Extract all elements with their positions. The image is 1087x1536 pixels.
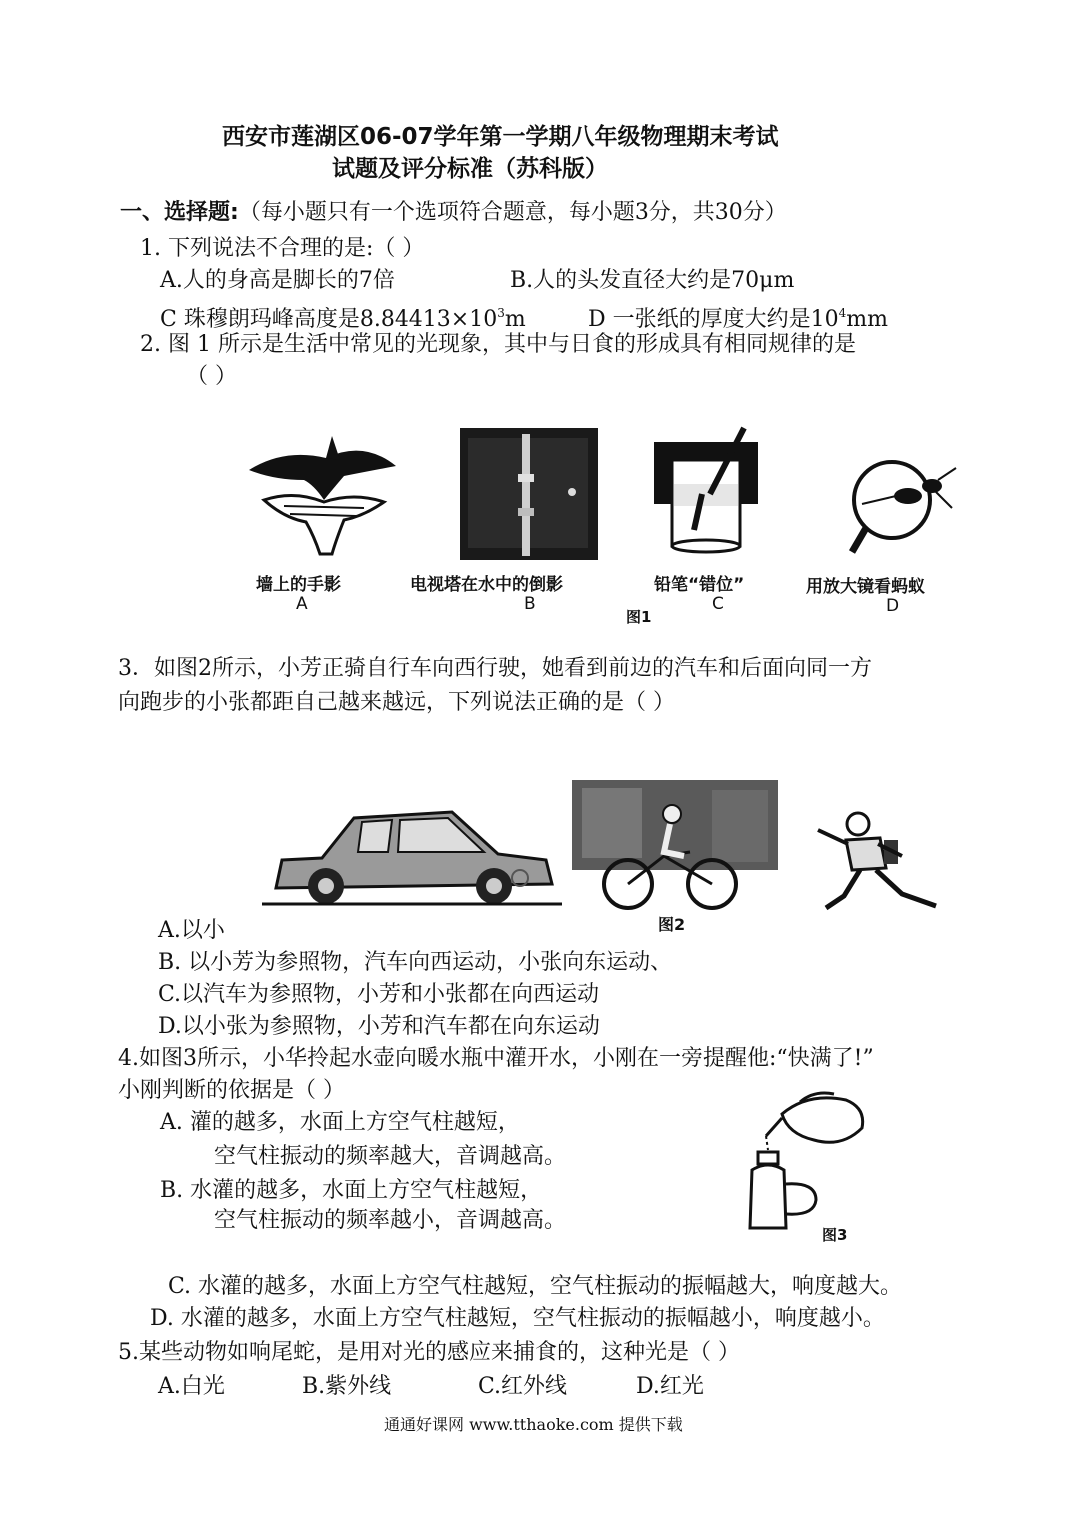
pencil-in-glass-illustration	[654, 424, 758, 554]
q3-option-d: D.以小张为参照物，小芳和汽车都在向东运动	[158, 1014, 600, 1039]
figure1-caption-b: 电视塔在水中的倒影	[410, 575, 563, 595]
q5-option-a: A.白光	[158, 1374, 225, 1399]
figure1-label: 图1	[626, 608, 652, 626]
q1-option-b: B.人的头发直径大约是70μm	[510, 268, 795, 293]
q3-option-b: B. 以小芳为参照物，汽车向西运动，小张向东运动、	[158, 950, 673, 975]
section-heading	[120, 200, 787, 226]
kettle-thermos-illustration	[742, 1088, 872, 1238]
q1-option-d	[588, 300, 888, 333]
q5-option-d: D.红光	[636, 1374, 704, 1399]
runner-illustration	[806, 810, 950, 914]
q1-option-d-base: D 一张纸的厚度大约是10	[588, 307, 839, 332]
q3-stem-line2: 向跑步的小张都距自己越来越远，下列说法正确的是（ ）	[118, 690, 675, 715]
page-title: 西安市莲湖区06-07学年第一学期八年级物理期末考试	[222, 124, 779, 150]
q1-option-c-base: C 珠穆朗玛峰高度是8.84413×10	[160, 307, 498, 332]
figure1-letter-b: B	[524, 594, 536, 614]
q4-stem-line1: 4.如图3所示，小华拎起水壶向暖水瓶中灌开水，小刚在一旁提醒他:“快满了!”	[118, 1046, 874, 1071]
q4-option-b-line1: B. 水灌的越多，水面上方空气柱越短，	[160, 1178, 543, 1203]
figure3-label: 图3	[822, 1226, 848, 1244]
q2-stem: 2. 图 1 所示是生活中常见的光现象，其中与日食的形成具有相同规律的是	[140, 332, 856, 357]
car-illustration	[262, 800, 562, 908]
figure1-caption-a: 墙上的手影	[256, 575, 341, 595]
magnifier-ant-illustration	[848, 456, 966, 560]
q3-stem-line1: 3．如图2所示，小芳正骑自行车向西行驶，她看到前边的汽车和后面向同一方	[118, 656, 872, 681]
figure2-label: 图2	[658, 915, 686, 934]
q2-blank: （ ）	[186, 364, 237, 389]
hand-shadow-illustration	[244, 430, 404, 560]
page-footer: 通通好课网 www.tthaoke.com 提供下载	[384, 1415, 683, 1434]
cyclist-illustration	[572, 780, 778, 912]
q5-option-b: B.紫外线	[302, 1374, 392, 1399]
q1-option-c	[160, 300, 526, 333]
tv-tower-reflection-illustration	[460, 428, 598, 560]
q3-option-c: C.以汽车为参照物，小芳和小张都在向西运动	[158, 982, 600, 1007]
q5-option-c: C.红外线	[478, 1374, 568, 1399]
q1-stem: 1. 下列说法不合理的是:（ ）	[140, 236, 425, 261]
q4-option-c: C. 水灌的越多，水面上方空气柱越短，空气柱振动的振幅越大，响度越大。	[168, 1274, 903, 1299]
q4-stem-line2: 小刚判断的依据是（ ）	[118, 1078, 345, 1103]
figure1-letter-d: D	[886, 596, 900, 616]
q1-option-c-exponent: 3	[497, 306, 505, 320]
figure1-caption-d: 用放大镜看蚂蚁	[806, 577, 925, 597]
q4-option-b-line2: 空气柱振动的频率越小，音调越高。	[214, 1208, 567, 1233]
figure1-letter-c: C	[712, 594, 724, 614]
q4-option-a-line1: A. 灌的越多，水面上方空气柱越短，	[160, 1110, 520, 1135]
q1-option-d-exponent: 4	[838, 306, 847, 320]
section-heading-note: （每小题只有一个选项符合题意，每小题3分，共30分）	[238, 200, 787, 225]
q1-option-d-unit: mm	[846, 307, 889, 332]
figure1-caption-c: 铅笔“错位”	[654, 575, 745, 595]
q5-stem: 5.某些动物如响尾蛇，是用对光的感应来捕食的，这种光是（ ）	[118, 1340, 740, 1365]
figure1-letter-a: A	[296, 594, 308, 614]
section-heading-label: 一、选择题:	[120, 200, 239, 225]
q1-option-c-unit: m	[504, 307, 526, 332]
q1-option-a: A.人的身高是脚长的7倍	[160, 268, 395, 293]
q4-option-d: D. 水灌的越多，水面上方空气柱越短，空气柱振动的振幅越小，响度越小。	[150, 1306, 885, 1331]
q4-option-a-line2: 空气柱振动的频率越大，音调越高。	[214, 1144, 567, 1169]
q3-option-a: A.以小	[158, 918, 225, 943]
page-subtitle: 试题及评分标准（苏科版）	[332, 156, 608, 182]
